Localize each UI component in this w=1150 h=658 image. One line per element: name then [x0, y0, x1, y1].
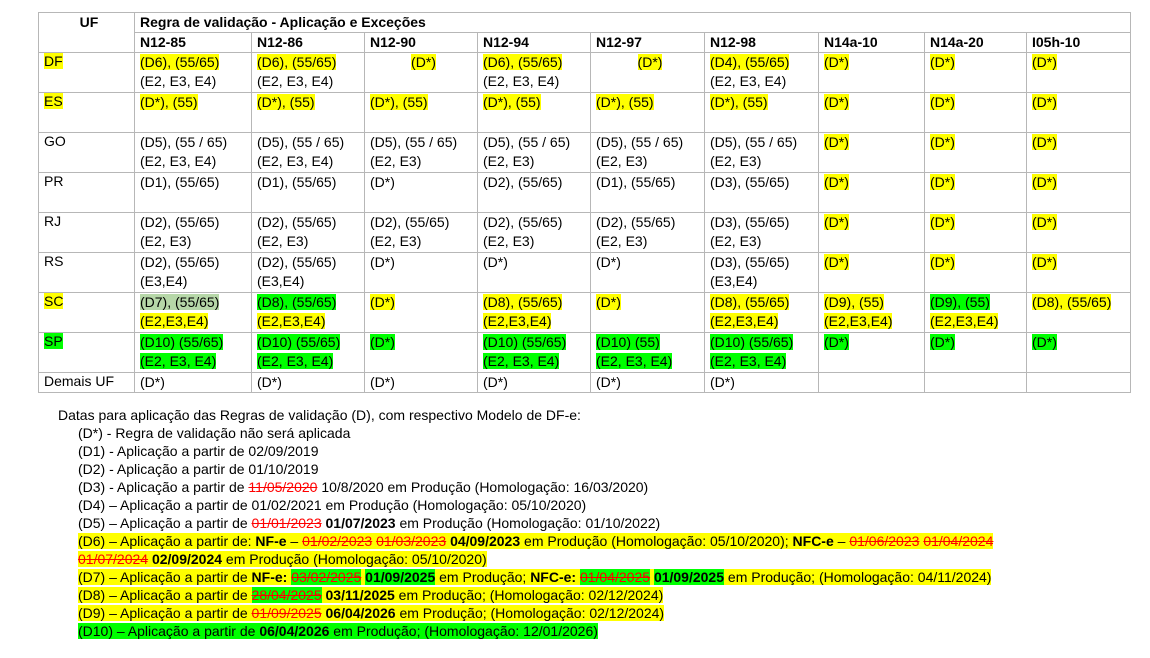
- legend-segment: 01/04/2025: [579, 569, 651, 585]
- rule-text: (D*): [483, 374, 508, 390]
- rule-text: (D*): [1032, 254, 1057, 270]
- rule-cell: [252, 373, 365, 393]
- rule-cell: [925, 173, 1027, 213]
- exceptions-text: (E2, E3): [140, 233, 192, 249]
- rule-text: (D8), (55/65): [483, 294, 563, 310]
- rule-cell: [478, 333, 591, 373]
- rule-text: (D5), (55 / 65): [710, 134, 798, 150]
- rule-cell: [365, 373, 478, 393]
- rule-cell: [705, 333, 819, 373]
- rule-text: (D*), (55): [257, 94, 315, 110]
- rule-text: (D2), (55/65): [140, 214, 220, 230]
- rule-cell: [819, 173, 925, 213]
- rule-text: (D1), (55/65): [257, 174, 337, 190]
- legend-segment: 01/09/2025: [251, 605, 322, 621]
- rule-cell: [925, 213, 1027, 253]
- legend-segment: NF-e:: [251, 569, 288, 585]
- rule-cell: [478, 133, 591, 173]
- legend-segment: (D2) - Aplicação a partir de 01/10/2019: [78, 461, 319, 477]
- legend-segment: 01/09/2025: [653, 569, 725, 585]
- rule-cell: [365, 213, 478, 253]
- legend-segment: 10/8/2020 em Produção (Homologação: 16/03/2020): [317, 479, 649, 495]
- rule-text: (D*): [930, 94, 955, 110]
- rule-cell: [135, 373, 252, 393]
- rule-cell: [1027, 133, 1131, 173]
- rule-cell: [591, 373, 705, 393]
- uf-label: SP: [44, 333, 63, 349]
- rule-cell: [591, 173, 705, 213]
- rule-cell: [252, 253, 365, 293]
- rule-cell: [365, 93, 478, 133]
- legend: [58, 406, 993, 640]
- legend-segment: em Produção; (Homologação: 02/12/2024): [394, 587, 664, 603]
- rule-text: (D2), (55/65): [483, 214, 563, 230]
- rule-cell: [365, 293, 478, 333]
- rule-cell: [705, 53, 819, 93]
- table-row: [39, 293, 1131, 333]
- rule-cell: [1027, 293, 1131, 333]
- rule-text: (D*): [824, 174, 849, 190]
- rule-cell: [705, 373, 819, 393]
- legend-segment: 01/03/2023: [376, 533, 447, 549]
- rule-text: (D5), (55 / 65): [257, 134, 345, 150]
- rule-cell: [135, 133, 252, 173]
- rule-cell: [478, 173, 591, 213]
- rule-cell: [478, 213, 591, 253]
- rule-text: (D*): [596, 374, 621, 390]
- legend-line: [58, 496, 993, 514]
- uf-cell: [39, 133, 135, 173]
- rule-text: (D3), (55/65): [710, 174, 790, 190]
- rule-cell: [252, 133, 365, 173]
- column-header: N12-90: [365, 33, 478, 53]
- rule-text: (D10) (55/65): [483, 334, 567, 350]
- rule-cell: [135, 213, 252, 253]
- rule-text: (D8), (55/65): [257, 294, 337, 310]
- legend-segment: NFC-e:: [530, 569, 577, 585]
- exceptions-text: (E2,E3,E4): [824, 313, 893, 329]
- uf-cell: [39, 173, 135, 213]
- table-row: [39, 133, 1131, 173]
- rule-text: (D2), (55/65): [140, 254, 220, 270]
- legend-segment: 01/02/2023: [302, 533, 373, 549]
- rule-cell: [819, 53, 925, 93]
- legend-segment: NFC-e: [792, 533, 834, 549]
- rule-text: (D*): [1032, 94, 1057, 110]
- uf-cell: [39, 93, 135, 133]
- exceptions-text: (E2, E3): [370, 233, 422, 249]
- table-row: [39, 173, 1131, 213]
- rule-cell: [478, 253, 591, 293]
- rule-text: (D*): [1032, 54, 1057, 70]
- legend-segment: 01/09/2025: [365, 569, 436, 585]
- rule-text: (D10) (55/65): [257, 334, 341, 350]
- legend-segment: 03/02/2025: [291, 569, 362, 585]
- rule-text: (D5), (55 / 65): [483, 134, 571, 150]
- rule-text: (D*): [483, 254, 508, 270]
- rule-text: (D*): [140, 374, 165, 390]
- rule-text: (D*), (55): [710, 94, 768, 110]
- legend-segment: 03/11/2025: [325, 587, 395, 603]
- legend-line: [58, 424, 993, 442]
- rule-cell: [1027, 53, 1131, 93]
- exceptions-text: (E2, E3, E4): [140, 153, 217, 169]
- rule-text: (D2), (55/65): [257, 254, 337, 270]
- legend-segment: em Produção (Homologação: 01/10/2022): [395, 515, 661, 531]
- rule-text: (D*): [824, 254, 849, 270]
- legend-segment: –: [286, 533, 303, 549]
- rule-cell: [365, 333, 478, 373]
- rule-text: (D*): [257, 374, 282, 390]
- rule-cell: [478, 373, 591, 393]
- rule-cell: [365, 53, 478, 93]
- exceptions-text: (E2, E3): [370, 153, 422, 169]
- rule-text: (D*): [370, 294, 395, 310]
- exceptions-text: (E3,E4): [710, 273, 758, 289]
- legend-segment: em Produção; (Homologação: 02/12/2024): [395, 605, 665, 621]
- legend-segment: (D9) – Aplicação a partir de: [78, 605, 252, 621]
- rule-text: (D4), (55/65): [710, 54, 790, 70]
- legend-lines: [58, 424, 993, 640]
- legend-line: [58, 568, 993, 586]
- rule-cell: [252, 333, 365, 373]
- exceptions-text: (E2, E3): [257, 233, 309, 249]
- column-header: N12-94: [478, 33, 591, 53]
- legend-segment: (D*) - Regra de validação não será aplicada: [78, 425, 351, 441]
- rule-text: (D*): [930, 174, 955, 190]
- rule-cell: [252, 53, 365, 93]
- rule-cell: [135, 173, 252, 213]
- uf-label: RJ: [44, 213, 62, 229]
- column-header: N12-97: [591, 33, 705, 53]
- rule-cell: [252, 293, 365, 333]
- rule-cell: [819, 293, 925, 333]
- legend-line: [58, 550, 993, 568]
- legend-segment: em Produção; (Homologação: 04/11/2024): [724, 569, 992, 585]
- legend-segment: (D7) – Aplicação a partir de: [78, 569, 252, 585]
- uf-label: PR: [44, 173, 64, 189]
- rule-cell: [819, 133, 925, 173]
- exceptions-text: (E2, E3): [483, 153, 535, 169]
- rule-text: (D*): [824, 334, 849, 350]
- rule-cell: [705, 213, 819, 253]
- rule-text: (D*): [930, 134, 955, 150]
- exceptions-text: (E2, E3): [483, 233, 535, 249]
- rule-text: (D6), (55/65): [483, 54, 563, 70]
- rule-cell: [925, 93, 1027, 133]
- legend-segment: 01/01/2023: [251, 515, 322, 531]
- rule-text: (D*): [930, 54, 955, 70]
- rule-text: (D*): [370, 334, 395, 350]
- legend-line: [58, 478, 993, 496]
- legend-intro: Datas para aplicação das Regras de validação (D), com respectivo Modelo de DF-e:: [58, 407, 581, 423]
- exceptions-text: (E2, E3): [710, 153, 762, 169]
- rule-text: (D5), (55 / 65): [596, 134, 684, 150]
- rule-text: (D*): [1032, 214, 1057, 230]
- table-row: [39, 53, 1131, 93]
- exceptions-text: (E2, E3, E4): [483, 73, 560, 89]
- rule-cell: [819, 93, 925, 133]
- rule-text: (D*): [824, 214, 849, 230]
- rule-text: (D1), (55/65): [140, 174, 220, 190]
- rule-text: (D*): [596, 254, 621, 270]
- legend-line: [58, 514, 993, 532]
- rule-cell: [925, 333, 1027, 373]
- uf-cell: [39, 253, 135, 293]
- uf-cell: [39, 333, 135, 373]
- rule-cell: [135, 253, 252, 293]
- rule-text: (D*): [637, 54, 663, 70]
- exceptions-text: (E2, E3, E4): [710, 73, 787, 89]
- rule-text: (D3), (55/65): [710, 254, 790, 270]
- rule-text: (D5), (55 / 65): [370, 134, 458, 150]
- rule-text: (D2), (55/65): [596, 214, 676, 230]
- legend-segment: 06/04/2026: [259, 623, 330, 639]
- column-header: I05h-10: [1027, 33, 1131, 53]
- legend-segment: em Produção (Homologação: 05/10/2020);: [520, 533, 793, 549]
- exceptions-text: (E2, E3, E4): [596, 353, 673, 369]
- rule-cell: [925, 293, 1027, 333]
- rule-cell: [925, 133, 1027, 173]
- legend-segment: 01/04/2024: [923, 533, 994, 549]
- rule-text: (D*): [930, 254, 955, 270]
- rule-text: (D*): [411, 54, 436, 70]
- uf-label: Demais UF: [44, 373, 115, 389]
- rule-text: (D5), (55 / 65): [140, 134, 228, 150]
- exceptions-text: (E2, E3, E4): [257, 73, 334, 89]
- validation-rules-table: [38, 12, 1131, 393]
- rule-text: (D9), (55): [824, 294, 884, 310]
- rule-text: (D*): [596, 294, 621, 310]
- exceptions-text: (E2,E3,E4): [140, 313, 209, 329]
- exceptions-text: (E2, E3, E4): [257, 153, 334, 169]
- uf-cell: [39, 293, 135, 333]
- rule-cell: [705, 293, 819, 333]
- column-header: N14a-10: [819, 33, 925, 53]
- exceptions-text: (E3,E4): [257, 273, 305, 289]
- rule-cell: [925, 373, 1027, 393]
- legend-segment: 06/04/2026: [325, 605, 396, 621]
- legend-line: [58, 586, 993, 604]
- rule-cell: [591, 133, 705, 173]
- table-row: [39, 93, 1131, 133]
- rule-cell: [819, 213, 925, 253]
- table-row: [39, 333, 1131, 373]
- rule-text: (D2), (55/65): [483, 174, 563, 190]
- rule-cell: [478, 293, 591, 333]
- rule-text: (D*): [1032, 134, 1057, 150]
- rule-cell: [925, 253, 1027, 293]
- rule-cell: [252, 173, 365, 213]
- legend-segment: NF-e: [255, 533, 287, 549]
- legend-segment: 11/05/2020: [248, 479, 318, 495]
- legend-line: [58, 604, 993, 622]
- exceptions-text: (E2, E3, E4): [257, 353, 334, 369]
- rule-text: (D*), (55): [370, 94, 428, 110]
- rule-cell: [135, 333, 252, 373]
- legend-segment: em Produção;: [435, 569, 531, 585]
- rule-cell: [591, 293, 705, 333]
- rule-cell: [705, 93, 819, 133]
- uf-cell: [39, 213, 135, 253]
- rule-text: (D6), (55/65): [140, 54, 220, 70]
- legend-segment: (D1) - Aplicação a partir de 02/09/2019: [78, 443, 319, 459]
- legend-segment: (D3) - Aplicação a partir de: [78, 479, 249, 495]
- rule-cell: [591, 333, 705, 373]
- rule-text: (D6), (55/65): [257, 54, 337, 70]
- exceptions-text: (E3,E4): [140, 273, 188, 289]
- uf-label: GO: [44, 133, 66, 149]
- rule-cell: [135, 93, 252, 133]
- rule-text: (D1), (55/65): [596, 174, 676, 190]
- table-row: [39, 373, 1131, 393]
- group-header: Regra de validação - Aplicação e Exceções: [135, 13, 1131, 33]
- uf-cell: [39, 373, 135, 393]
- legend-segment: 01/07/2024: [78, 551, 149, 567]
- exceptions-text: (E2,E3,E4): [257, 313, 326, 329]
- column-header: N12-86: [252, 33, 365, 53]
- rule-text: (D10) (55): [596, 334, 660, 350]
- rule-text: (D10) (55/65): [710, 334, 794, 350]
- rule-cell: [591, 213, 705, 253]
- legend-segment: 02/09/2024: [151, 551, 223, 567]
- rule-text: (D8), (55/65): [710, 294, 790, 310]
- exceptions-text: (E2,E3,E4): [930, 313, 999, 329]
- rule-text: (D2), (55/65): [370, 214, 450, 230]
- rule-cell: [135, 53, 252, 93]
- rule-cell: [252, 213, 365, 253]
- rule-cell: [1027, 333, 1131, 373]
- exceptions-text: (E2, E3, E4): [140, 73, 217, 89]
- rule-text: (D*): [930, 334, 955, 350]
- rule-cell: [705, 133, 819, 173]
- rule-cell: [591, 93, 705, 133]
- rule-text: (D*): [824, 54, 849, 70]
- column-header: N14a-20: [925, 33, 1027, 53]
- rule-cell: [819, 253, 925, 293]
- uf-label: DF: [44, 53, 63, 69]
- rule-cell: [591, 53, 705, 93]
- legend-segment: 28/04/2025: [251, 587, 322, 603]
- header-row-2: [39, 33, 1131, 53]
- rule-cell: [925, 53, 1027, 93]
- rule-text: (D*): [370, 254, 395, 270]
- rule-text: (D*), (55): [483, 94, 541, 110]
- legend-line: [58, 622, 993, 640]
- rule-text: (D10) (55/65): [140, 334, 224, 350]
- legend-segment: (D5) – Aplicação a partir de: [78, 515, 252, 531]
- rule-text: (D*): [370, 374, 395, 390]
- exceptions-text: (E2, E3): [710, 233, 762, 249]
- rule-text: (D8), (55/65): [1032, 294, 1112, 310]
- exceptions-text: (E2, E3, E4): [710, 353, 787, 369]
- table-row: [39, 253, 1131, 293]
- rule-text: (D*), (55): [140, 94, 198, 110]
- rule-cell: [1027, 253, 1131, 293]
- rule-cell: [1027, 373, 1131, 393]
- legend-line: [58, 460, 993, 478]
- rule-cell: [1027, 173, 1131, 213]
- exceptions-text: (E2,E3,E4): [483, 313, 552, 329]
- legend-segment: –: [833, 533, 850, 549]
- rule-cell: [1027, 213, 1131, 253]
- rule-cell: [591, 253, 705, 293]
- rule-text: (D*): [710, 374, 735, 390]
- rule-text: (D*): [1032, 334, 1057, 350]
- rule-cell: [705, 173, 819, 213]
- exceptions-text: (E2,E3,E4): [710, 313, 779, 329]
- legend-line: [58, 532, 993, 550]
- legend-segment: (D6) – Aplicação a partir de:: [78, 533, 256, 549]
- legend-segment: 01/06/2023: [849, 533, 920, 549]
- uf-column-header: UF: [39, 13, 135, 53]
- rule-text: (D*): [824, 134, 849, 150]
- rule-cell: [365, 253, 478, 293]
- exceptions-text: (E2, E3): [596, 233, 648, 249]
- legend-segment: em Produção; (Homologação: 12/01/2026): [329, 623, 598, 639]
- rule-text: (D*): [370, 174, 395, 190]
- rule-text: (D3), (55/65): [710, 214, 790, 230]
- legend-segment: 04/09/2023: [450, 533, 521, 549]
- rule-cell: [705, 253, 819, 293]
- exceptions-text: (E2, E3, E4): [483, 353, 560, 369]
- rule-cell: [819, 373, 925, 393]
- uf-label: RS: [44, 253, 64, 269]
- rule-text: (D*): [930, 214, 955, 230]
- column-header: N12-98: [705, 33, 819, 53]
- rule-text: (D2), (55/65): [257, 214, 337, 230]
- rule-text: (D9), (55): [930, 294, 990, 310]
- rule-cell: [478, 53, 591, 93]
- legend-segment: em Produção (Homologação: 05/10/2020): [222, 551, 487, 567]
- table-body: [39, 53, 1131, 393]
- uf-label: SC: [44, 293, 64, 309]
- exceptions-text: (E2, E3): [596, 153, 648, 169]
- header-row-1: [39, 13, 1131, 33]
- rule-cell: [819, 333, 925, 373]
- legend-segment: (D4) – Aplicação a partir de 01/02/2021 em Produção (Homologação: 05/10/2020): [78, 497, 587, 513]
- rule-cell: [252, 93, 365, 133]
- rule-cell: [365, 133, 478, 173]
- exceptions-text: (E2, E3, E4): [140, 353, 217, 369]
- rule-text: (D*), (55): [596, 94, 654, 110]
- rule-text: (D7), (55/65): [140, 294, 220, 310]
- rule-cell: [1027, 93, 1131, 133]
- uf-label: ES: [44, 93, 63, 109]
- rule-text: (D*): [1032, 174, 1057, 190]
- rule-cell: [135, 293, 252, 333]
- rule-text: (D*): [824, 94, 849, 110]
- legend-segment: (D10) – Aplicação a partir de: [78, 623, 260, 639]
- uf-cell: [39, 53, 135, 93]
- table-row: [39, 213, 1131, 253]
- legend-line: [58, 442, 993, 460]
- legend-segment: 01/07/2023: [325, 515, 396, 531]
- column-header: N12-85: [135, 33, 252, 53]
- legend-segment: (D8) – Aplicação a partir de: [78, 587, 252, 603]
- rule-cell: [365, 173, 478, 213]
- rule-cell: [478, 93, 591, 133]
